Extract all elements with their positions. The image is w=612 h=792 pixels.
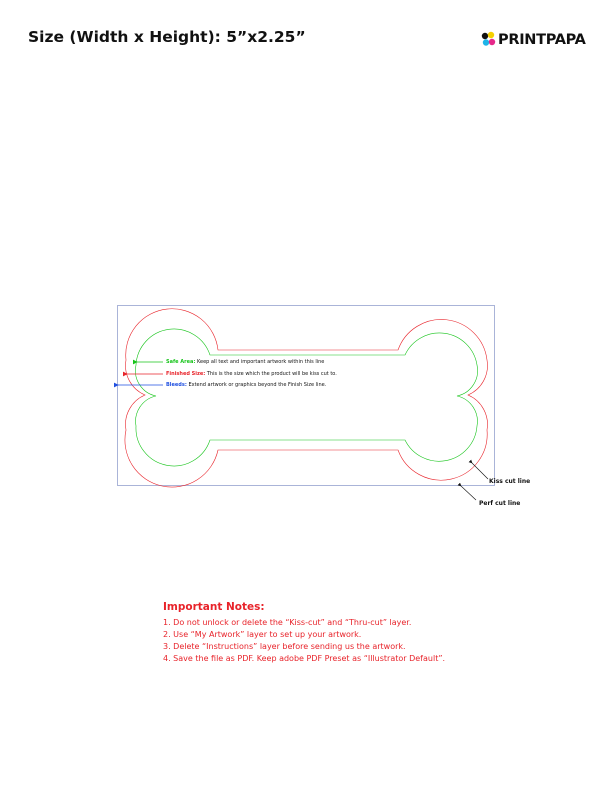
legend-safe-area-label: Safe Area: [166,359,196,365]
notes-item: 1. Do not unlock or delete the “Kiss-cut” and “Thru-cut” layer. [163,618,412,627]
page-title: Size (Width x Height): 5”x2.25” [28,28,306,46]
legend-bleeds-label: Bleeds: [166,382,187,388]
notes-title: Important Notes: [163,601,265,613]
perf-cut-label: Perf cut line [479,500,521,507]
legend-finished-size [166,371,337,377]
notes-item: 2. Use “My Artwork” layer to set up your artwork. [163,630,362,639]
kiss-cut-label: Kiss cut line [489,478,531,485]
notes-item: 4. Save the file as PDF. Keep adobe PDF Preset as “Illustrator Default”. [163,654,446,663]
legend-safe-area [166,359,324,365]
logo-dots-icon [481,31,499,49]
perf-cut-pointer [461,486,476,500]
artboard-bleed-frame [117,305,495,486]
legend-safe-area-text: Keep all text and important artwork within this line [195,359,325,365]
logo-text: PRINTPAPA [498,32,586,48]
notes-item: 3. Delete “Instructions” layer before sending us the artwork. [163,642,406,651]
legend-bleeds-text: Extend artwork or graphics beyond the Finish Size line. [186,382,327,388]
legend-bleeds [166,382,326,388]
printpapa-logo [481,31,591,51]
legend-finished-size-text: This is the size which the product will be kiss cut to. [205,371,337,377]
legend-finished-size-label: Finished Size: [166,371,206,377]
important-notes [163,601,445,665]
